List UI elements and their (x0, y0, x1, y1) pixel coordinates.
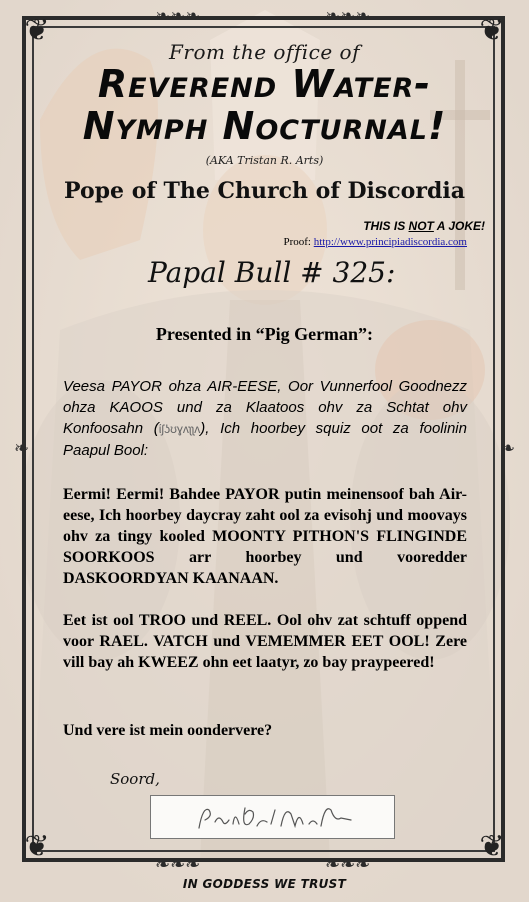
from-office-line: From the office of (169, 40, 360, 64)
reverend-name-line1: Reverend Water- (97, 62, 432, 106)
aka-line: (AKA Tristan R. Arts) (205, 154, 324, 167)
proof-link[interactable]: http://www.principiadiscordia.com (313, 236, 467, 248)
pope-title: Pope of The Church of Discordia (64, 178, 465, 204)
motto-footer: IN GODDESS WE TRUST (182, 877, 347, 891)
side-flourish-icon: ❧ (14, 438, 30, 459)
signed-label: Soord, (110, 770, 160, 788)
body-paragraph-3: Eet ist ool TROO und REEL. Ool ohv zat schtuff oppend voor RAEL. VATCH und VEMEMMER EET OOL! Zere vill bay ah KWEEZ ohn eet laatyr, zo bay praypeered! (63, 612, 467, 671)
corner-flourish-icon: ❦ (24, 829, 50, 864)
bottom-flourish-icon: ❧❧❧ (155, 854, 201, 875)
signature-box (150, 795, 395, 839)
body-paragraph-4: Und vere ist mein oondervere? (63, 722, 273, 739)
reverend-name-line2: Nymph Nocturnal! (82, 104, 447, 148)
corner-flourish-icon: ❦ (479, 13, 505, 48)
presented-in-heading: Presented in “Pig German”: (155, 324, 374, 344)
papal-bull-title: Papal Bull # 325: (148, 256, 396, 289)
proof-line: Proof: http://www.principiadiscordia.com (283, 236, 467, 248)
body-paragraph-2: Eermi! Eermi! Bahdee PAYOR putin meinensoof bah Air-eese, Ich hoorbey daycray zaht ool za evisohj und moovays ohv za tingy kooled MOONTY PITHON'S FLINGINDE SOORKOOS arr hoorbey und vooredder DASKOORDYAN KAANAAN. (63, 486, 467, 587)
body-paragraph-1: Veesa PAYOR ohza AIR-EESE, Oor Vunnerfool Goodnezz ohza KAOOS und za Klaatoos ohv za Schtat ohv Konfoosahn (ίʃʖʊɣʌʅʅʌ), Ich hoorbey squiz oot za foolinin Paapul Bool: (63, 378, 467, 459)
foreign-script-text: ίʃʖʊɣʌʅʅʌ (158, 422, 201, 436)
not-a-joke-notice: THIS IS NOT A JOKE! (363, 219, 485, 233)
bottom-flourish-icon: ❧❧❧ (325, 854, 371, 875)
top-flourish-icon: ❧❧❧ (155, 6, 201, 27)
not-emphasis: NOT (408, 219, 434, 233)
side-flourish-icon: ❧ (500, 438, 516, 459)
corner-flourish-icon: ❦ (24, 13, 50, 48)
handwritten-signature (195, 800, 355, 836)
top-flourish-icon: ❧❧❧ (325, 6, 371, 27)
corner-flourish-icon: ❦ (479, 829, 505, 864)
